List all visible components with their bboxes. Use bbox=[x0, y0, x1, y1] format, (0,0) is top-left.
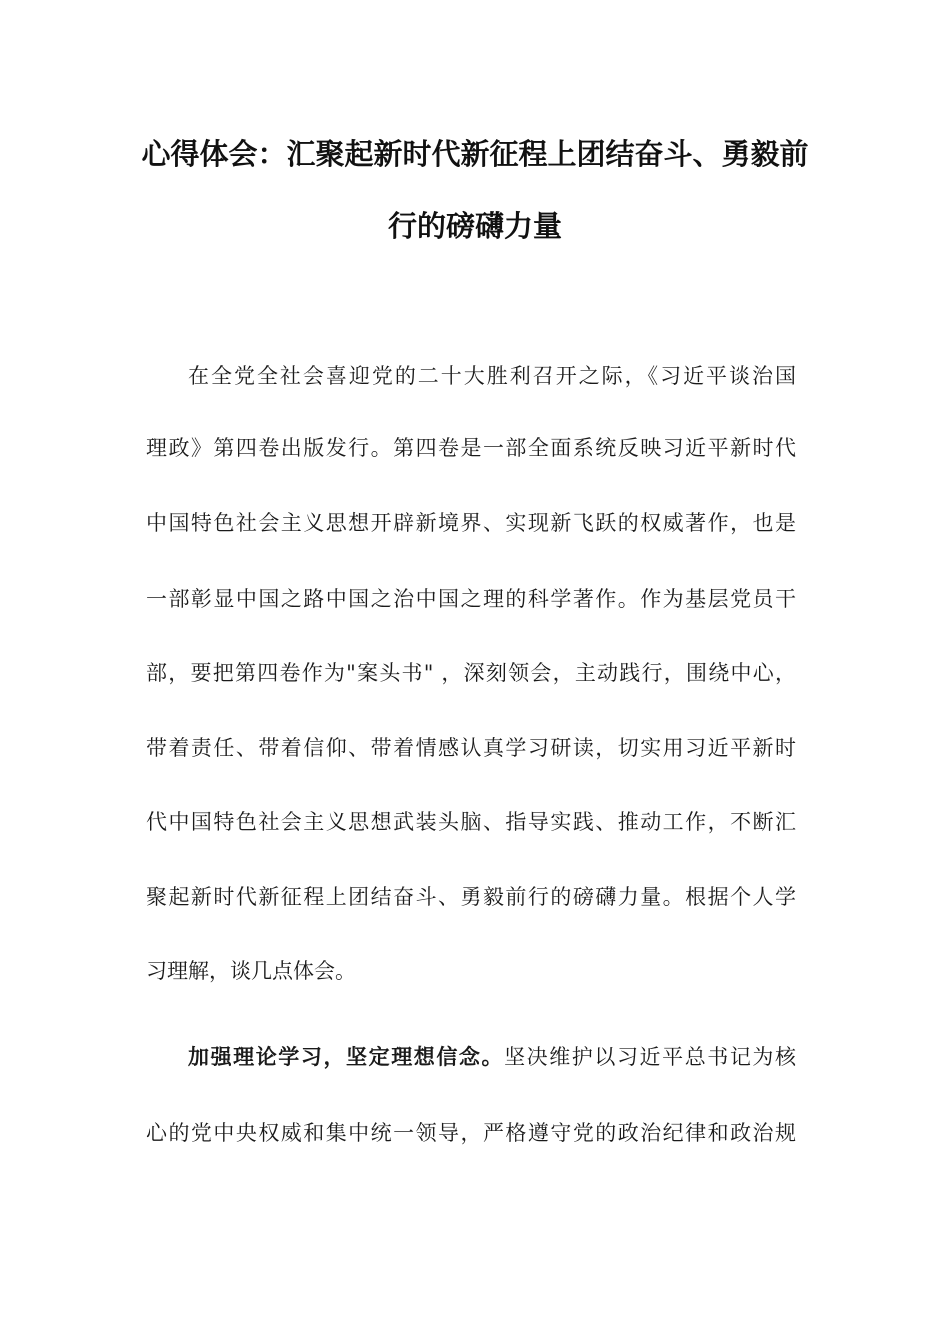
paragraph-1-line-8: 聚起新时代新征程上团结奋斗、勇毅前行的磅礴力量。根据个人学 bbox=[146, 885, 796, 909]
document-title-line-2: 行的磅礴力量 bbox=[387, 209, 562, 243]
paragraph-2-line-2: 心的党中央权威和集中统一领导，严格遵守党的政治纪律和政治规 bbox=[146, 1121, 796, 1145]
paragraph-1-line-1: 在全党全社会喜迎党的二十大胜利召开之际，《习近平谈治国 bbox=[188, 364, 796, 388]
paragraph-1-line-6: 带着责任、带着信仰、带着情感认真学习研读，切实用习近平新时 bbox=[146, 736, 796, 760]
paragraph-1-line-3: 中国特色社会主义思想开辟新境界、实现新飞跃的权威著作，也是 bbox=[146, 511, 796, 535]
paragraph-1-line-2: 理政》第四卷出版发行。第四卷是一部全面系统反映习近平新时代 bbox=[146, 436, 796, 460]
document-title-line-1: 心得体会：汇聚起新时代新征程上团结奋斗、勇毅前 bbox=[141, 137, 809, 171]
paragraph-2-line-1-text: 坚决维护以习近平总书记为核 bbox=[504, 1045, 797, 1069]
paragraph-1-line-4: 一部彰显中国之路中国之治中国之理的科学著作。作为基层党员干 bbox=[146, 587, 796, 611]
paragraph-1-line-7: 代中国特色社会主义思想武装头脑、指导实践、推动工作，不断汇 bbox=[146, 810, 796, 834]
paragraph-1-line-5: 部，要把第四卷作为"案头书" ，深刻领会，主动践行，围绕中心， bbox=[146, 661, 796, 685]
paragraph-1-line-9: 习理解，谈几点体会。 bbox=[146, 959, 356, 983]
paragraph-2-heading: 加强理论学习，坚定理想信念。 bbox=[188, 1045, 505, 1069]
paragraph-2-line-1 bbox=[188, 1042, 796, 1072]
